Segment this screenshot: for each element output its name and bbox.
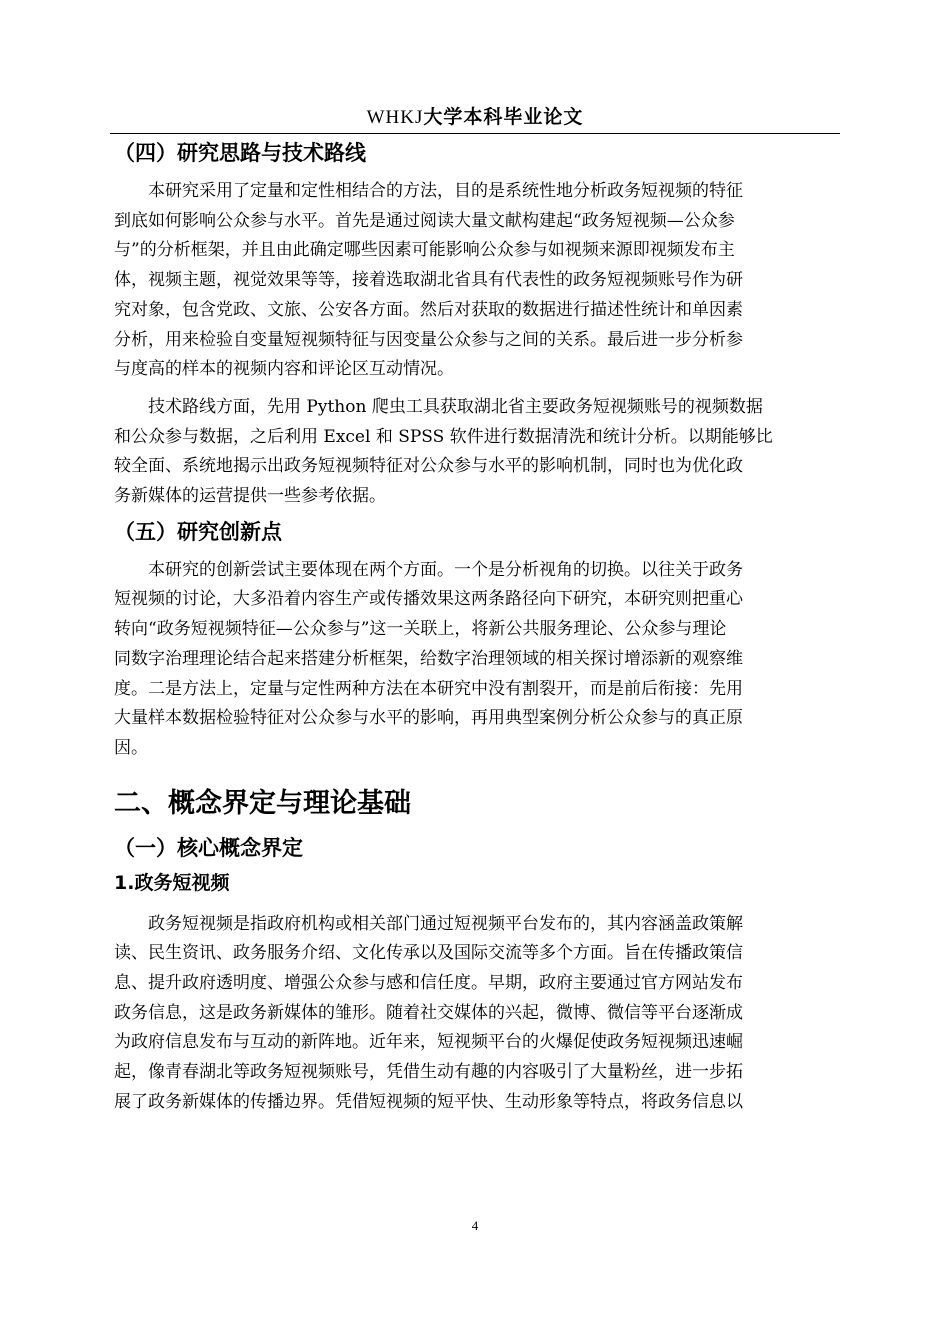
text-line: 因。 (114, 737, 148, 758)
body-content (114, 135, 836, 1118)
paragraph-s5-1 (114, 556, 836, 764)
text-line: 度。二是方法上，定量与定性两种方法在本研究中没有割裂开，而是前后衔接：先用 (114, 678, 743, 699)
header-rule (110, 133, 840, 134)
text-line: 分析，用来检验自变量短视频特征与因变量公众参与之间的关系。最后进一步分析参 (114, 329, 743, 350)
text-line: 到底如何影响公众参与水平。首先是通过阅读大量文献构建起“政务短视频—公众参 (114, 210, 735, 231)
section-heading-5: （五）研究创新点 (114, 519, 282, 544)
paragraph-s4-1 (114, 177, 836, 385)
text-line: 短视频的讨论，大多沿着内容生产或传播效果这两条路径向下研究，本研究则把重心 (114, 589, 743, 610)
text-line: 息、提升政府透明度、增强公众参与感和信任度。早期，政府主要通过官方网站发布 (114, 973, 743, 994)
text-line: 展了政务新媒体的传播边界。凭借短视频的短平快、生动形象等特点，将政务信息以 (114, 1091, 743, 1112)
section-heading-2-1: （一）核心概念界定 (114, 835, 303, 860)
text-line: 本研究采用了定量和定性相结合的方法，目的是系统性地分析政务短视频的特征 (148, 181, 743, 201)
text-line: 究对象，包含党政、文旅、公安各方面。然后对获取的数据进行描述性统计和单因素 (114, 299, 743, 320)
text-line: 读、民生资讯、政务服务介绍、文化传承以及国际交流等多个方面。旨在传播政策信 (114, 943, 743, 964)
text-line: 技术路线方面，先用 Python 爬虫工具获取湖北省主要政务短视频账号的视频数据 (148, 396, 763, 417)
running-header-latin: WHKJ (366, 107, 424, 128)
text-line: 务新媒体的运营提供一些参考依据。 (114, 486, 386, 507)
text-line: 较全面、系统地揭示出政务短视频特征对公众参与水平的影响机制，同时也为优化政 (114, 456, 743, 477)
subsection-heading-2-1-1: 1.政务短视频 (114, 871, 230, 894)
page-number: 4 (471, 1218, 479, 1233)
text-line: 与”的分析框架，并且由此确定哪些因素可能影响公众参与如视频来源即视频发布主 (114, 240, 735, 261)
paragraph-2-1-1 (114, 910, 836, 1118)
text-line: 为政府信息发布与互动的新阵地。近年来，短视频平台的火爆促使政务短视频迅速崛 (114, 1032, 743, 1053)
running-header (110, 104, 840, 131)
text-line: 与度高的样本的视频内容和评论区互动情况。 (114, 359, 454, 380)
section-heading-4: （四）研究思路与技术路线 (114, 141, 366, 165)
running-header-title: 大学本科毕业论文 (423, 106, 584, 128)
text-line: 政务信息，这是政务新媒体的雏形。随着社交媒体的兴起，微博、微信等平台逐渐成 (114, 1002, 743, 1023)
text-line: 大量样本数据检验特征对公众参与水平的影响，再用典型案例分析公众参与的真正原 (114, 708, 743, 729)
chapter-heading-2: 二、概念界定与理论基础 (114, 787, 411, 819)
paragraph-s4-2 (114, 393, 836, 512)
text-line: 政务短视频是指政府机构或相关部门通过短视频平台发布的，其内容涵盖政策解 (148, 913, 743, 934)
text-line: 体，视频主题，视觉效果等等，接着选取湖北省具有代表性的政务短视频账号作为研 (114, 270, 743, 291)
text-line: 转向“政务短视频特征—公众参与”这一关联上，将新公共服务理论、公众参与理论 (114, 619, 727, 640)
text-line: 本研究的创新尝试主要体现在两个方面。一个是分析视角的切换。以往关于政务 (148, 559, 743, 580)
text-line: 和公众参与数据，之后利用 Excel 和 SPSS 软件进行数据清洗和统计分析。以期能够比 (114, 426, 773, 447)
text-line: 同数字治理理论结合起来搭建分析框架，给数字治理领域的相关探讨增添新的观察维 (114, 648, 743, 669)
text-line: 起，像青春湖北等政务短视频账号，凭借生动有趣的内容吸引了大量粉丝，进一步拓 (114, 1062, 743, 1083)
